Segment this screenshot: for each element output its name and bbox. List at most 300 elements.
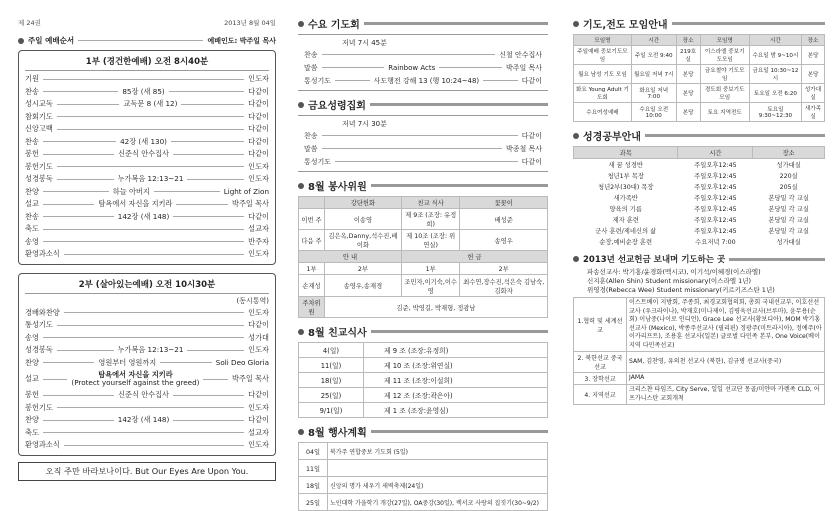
- col-meal: 친교 식사: [401, 197, 460, 209]
- leader-line: [322, 54, 496, 55]
- order-label: 말씀: [304, 63, 318, 72]
- friday-title: 금요성령집회: [308, 101, 366, 112]
- order-leader: 인도자: [248, 249, 269, 259]
- order-detail: 탐욕에서 자신을 지키라: [98, 199, 173, 209]
- leader-line: [43, 337, 244, 338]
- order-detail: 사도행전 강해 13 (행 10:24~48): [373, 76, 480, 85]
- bullet-icon: [298, 21, 304, 27]
- order-row: [25, 98, 269, 111]
- order-leader: 다같이: [248, 149, 269, 159]
- cell: 새가족실: [802, 103, 825, 122]
- table-row: [574, 159, 825, 171]
- date-cell: 25일: [299, 494, 328, 511]
- order-detail: 누가복음 12:13~21: [117, 345, 184, 355]
- mission-category: 4. 지역선교: [574, 385, 627, 405]
- order-detail: 142장 (새 148): [117, 211, 170, 221]
- wednesday-title: 수요 기도회: [308, 20, 360, 31]
- order-label: 성시교독: [25, 99, 53, 109]
- order-row: [304, 155, 542, 168]
- events-heading: [298, 424, 548, 439]
- leader-line: [57, 325, 244, 326]
- order-detail: 하늘 아버지: [112, 186, 150, 196]
- table-row: [574, 181, 825, 192]
- date-cell: 4(일): [299, 343, 364, 358]
- service2-order: [25, 307, 269, 452]
- order-row: [25, 402, 269, 415]
- table-row: [299, 343, 548, 358]
- bullet-icon: [573, 256, 579, 262]
- table-row: [299, 460, 548, 477]
- order-row: [25, 73, 269, 86]
- bible-title: 성경공부안내: [583, 132, 641, 143]
- order-leader: 다같이: [248, 390, 269, 400]
- cell: 경도회 중보기도모임: [700, 84, 749, 103]
- leader-line: [181, 104, 244, 105]
- order-label: 통성기도: [304, 157, 332, 166]
- order-label: 송영: [25, 236, 39, 246]
- col-flowers: 강단헌화: [325, 197, 402, 209]
- cell: 김은옥,Danny,석수진,배이화: [325, 230, 402, 251]
- cell: 순장,예비순장 훈련: [599, 239, 653, 246]
- cell: 성가대실: [802, 84, 825, 103]
- leader-line: [64, 312, 244, 313]
- cell: 이송영: [325, 209, 402, 230]
- friday-box: [298, 115, 548, 172]
- column-header: 과목: [574, 147, 678, 159]
- order-label: 환영과소식: [25, 249, 60, 259]
- fellowship-heading: [298, 324, 548, 339]
- order-leader: 다같이: [248, 136, 270, 146]
- order-detail: 교독문 8 (새 12): [123, 99, 178, 109]
- worship-title: 주일 예배순서: [28, 36, 75, 45]
- cell: 손재성: [299, 275, 325, 297]
- leader-line: [203, 379, 228, 380]
- order-row: [25, 148, 269, 161]
- table-row: [574, 103, 825, 122]
- leader-line: [57, 129, 244, 130]
- row-label: 이번 주: [299, 209, 325, 230]
- event-cell: [328, 460, 548, 477]
- order-row: [25, 236, 269, 249]
- table-row: [574, 65, 825, 84]
- leader-line: [173, 154, 244, 155]
- leader-line: [187, 350, 244, 351]
- sermon-title: 탐욕에서 자신을 지키라: [98, 370, 173, 379]
- missionary-line: 위영경(Rebecca Wee) Student missionary(키르키즈스탄 1년): [587, 286, 775, 294]
- leader-line: [43, 191, 109, 192]
- order-label: 찬송: [25, 211, 39, 221]
- column-header: 모임명: [700, 35, 749, 46]
- service2-box: [18, 273, 276, 456]
- header-row: [574, 147, 825, 159]
- cell: 성가대실: [776, 239, 801, 246]
- order-detail: 신준식 안수집사: [118, 390, 169, 400]
- order-label: 송영: [25, 332, 39, 342]
- order-leader: 다같이: [521, 76, 543, 85]
- cell: 수요일 오전 10:00: [631, 103, 676, 122]
- date-cell: 25(일): [299, 388, 364, 403]
- order-label: 찬송: [304, 131, 318, 140]
- cell: 219호실: [676, 46, 700, 65]
- cell: 주일예배 중보기도모임: [574, 46, 632, 65]
- team-cell: 제 12 조 (조장:곽은아): [364, 388, 548, 403]
- missions-heading: [573, 253, 825, 265]
- cell: 본당밑 각 교실: [768, 195, 809, 202]
- col-floral: 꽃꽂이: [460, 197, 548, 209]
- cell: 군사 훈련/제네신의 삶: [595, 228, 657, 235]
- service-workers-heading: [298, 178, 548, 193]
- cell: 주일오후12:45: [694, 228, 737, 235]
- divider: [371, 430, 548, 433]
- table-row: [574, 236, 825, 247]
- column-header: 시간: [749, 35, 801, 46]
- order-row: [25, 198, 269, 211]
- cell: 205실: [779, 184, 798, 191]
- mission-category: 2. 북한선교 중국선교: [574, 352, 627, 373]
- order-label: 성경봉독: [25, 174, 53, 184]
- cell: 토요일 9:30~12:30: [749, 103, 801, 122]
- missions-title: 2013년 선교헌금 보내며 기도하는 곳: [583, 255, 726, 265]
- order-detail: 신준식 안수집사: [118, 149, 169, 159]
- order-label: 축도: [25, 427, 39, 437]
- page-header: [18, 0, 276, 27]
- cell: 송영우,송재경: [325, 275, 402, 297]
- order-leader: Soli Deo Gloria: [215, 358, 269, 368]
- cell: 220실: [779, 173, 798, 180]
- prayer-table: [573, 34, 825, 122]
- table-row: [299, 388, 548, 403]
- order-label: 환영과소식: [25, 440, 60, 450]
- cell: 토요일 오전 6:20: [749, 84, 801, 103]
- header-row: [574, 35, 825, 46]
- cell: 제 10조 (조장: 위연실): [401, 230, 460, 251]
- column-header: 모임명: [574, 35, 632, 46]
- cell: 주일 오전 9:40: [631, 46, 676, 65]
- cell: 주일오후12:45: [694, 184, 737, 191]
- motto-banner: 오직 주만 바라보나이다. But Our Eyes Are Upon You.: [18, 462, 276, 481]
- order-leader: 박주일 목사: [505, 63, 543, 72]
- leader-line: [335, 80, 370, 81]
- leader-line: [173, 395, 244, 396]
- cell: 수요일 밤 9~10시: [749, 46, 801, 65]
- leader-line: [439, 67, 502, 68]
- order-leader: 박종철 목사: [505, 144, 542, 153]
- cell: 화요 Young Adult 기도회: [574, 84, 632, 103]
- column-header: 시간: [678, 147, 753, 159]
- order-row: [25, 86, 269, 99]
- divider: [645, 134, 825, 137]
- order-row: [304, 48, 542, 61]
- cell: 금요철야 기도모임: [700, 65, 749, 84]
- order-row: [25, 161, 269, 174]
- cell: 주일오후12:45: [694, 195, 737, 202]
- mission-category: 1.협력 및 세계선교: [574, 298, 627, 352]
- guide-header: 안 내: [299, 251, 402, 263]
- cell: 본당밑 각 교실: [768, 228, 809, 235]
- cell: 1부: [299, 263, 325, 275]
- order-label: 경배와찬양: [25, 307, 60, 317]
- leader-line: [43, 395, 114, 396]
- cell: 금요일 10:30~12시: [749, 65, 801, 84]
- date-cell: 04일: [299, 443, 328, 460]
- column-header: 시간: [631, 35, 676, 46]
- bullet-icon: [298, 183, 304, 189]
- order-label: 찬송: [25, 86, 39, 96]
- order-leader: 다같이: [521, 131, 542, 140]
- bullet-icon: [573, 21, 579, 27]
- service2-title: 2부 (살아있는예배) 오전 10시30분: [25, 276, 269, 294]
- friday-time: 저녁 7시 30분: [342, 120, 387, 128]
- issue-date: 2013년 8월 04일: [224, 19, 276, 27]
- leader-line: [57, 104, 120, 105]
- leader-line: [57, 179, 114, 180]
- team-cell: 제 9 조 (조장:유정희): [364, 343, 548, 358]
- service1-order: [25, 73, 269, 261]
- fellowship-title: 8월 친교식사: [308, 328, 367, 339]
- cell: 최수연,장수진,석은숙 김남숙,김화자: [460, 275, 548, 297]
- leader-line: [171, 141, 244, 142]
- cell: 본당: [676, 84, 700, 103]
- cell: 청년1부 목장: [607, 173, 644, 180]
- leader-line: [43, 420, 114, 421]
- bible-study-table: [573, 146, 825, 247]
- cell: 1부: [401, 263, 460, 275]
- parking-names: 김준, 박영길, 박재형, 정광남: [325, 297, 548, 318]
- order-leader: 인도자: [248, 345, 270, 355]
- column-header: 장소: [753, 147, 825, 159]
- events-title: 8월 행사계획: [308, 428, 367, 439]
- order-leader: 다같이: [248, 320, 269, 330]
- row-label: 다음 주: [299, 230, 325, 251]
- leader-line: [322, 135, 518, 136]
- order-row: [25, 369, 269, 389]
- bullet-icon: [18, 38, 24, 44]
- worship-column: [18, 0, 276, 481]
- order-label: 통성기도: [304, 76, 332, 85]
- table-row: [299, 494, 548, 511]
- fellowship-table: [298, 342, 548, 418]
- officiant: 예배인도: 박주일 목사: [207, 36, 276, 45]
- order-leader: 박주일 목사: [231, 374, 269, 383]
- order-label: 봉헌: [25, 390, 39, 400]
- cell: 양육의 기름: [609, 206, 642, 213]
- order-label: 통성기도: [25, 320, 53, 330]
- order-leader: 인도자: [248, 307, 269, 317]
- order-label: 성경봉독: [25, 345, 53, 355]
- table-row: [574, 225, 825, 236]
- leader-line: [43, 91, 118, 92]
- table-row: [574, 84, 825, 103]
- order-label: 참회기도: [25, 111, 53, 121]
- cell: 청년2부(30대) 목장: [598, 184, 654, 191]
- order-label: 찬송: [25, 136, 39, 146]
- cell: 2부: [460, 263, 548, 275]
- service-workers-table: [298, 196, 548, 318]
- order-row: [304, 129, 542, 142]
- cell: 본당밑 각 교실: [768, 206, 809, 213]
- wednesday-box: [298, 34, 548, 91]
- cell: 월요일 저녁 7시: [631, 65, 676, 84]
- service1-title: 1부 (경건한예배) 오전 8시40분: [25, 53, 269, 71]
- order-leader: 인도자: [248, 74, 269, 84]
- order-detail: 영원부터 영원까지: [98, 357, 157, 367]
- missionaries-list: [573, 268, 825, 295]
- column-header: 장소: [802, 35, 825, 46]
- order-label: 찬양: [25, 186, 39, 196]
- leader-line: [43, 432, 244, 433]
- cell: 월요 남성 기도 모임: [574, 65, 632, 84]
- cell: 조민자,이기숙,이수영: [401, 275, 460, 297]
- interpretation-note: (동시통역): [236, 296, 269, 305]
- order-leader: 다같이: [248, 124, 269, 134]
- missionary-line: 신지훈(Allen Shin) Student missionary(이스라엘 1년): [587, 277, 752, 285]
- order-row: [25, 389, 269, 402]
- column-header: 장소: [676, 35, 700, 46]
- order-label: 기원: [25, 74, 39, 84]
- cell: 본당밑 각 교실: [768, 217, 809, 224]
- date-cell: 11(일): [299, 358, 364, 373]
- leader-line: [483, 80, 518, 81]
- leader-line: [176, 204, 228, 205]
- leader-line: [57, 166, 244, 167]
- table-row: [574, 373, 825, 385]
- order-label: 설교: [25, 374, 39, 383]
- order-leader: 성가대: [248, 332, 269, 342]
- order-detail: 누가복음 12:13~21: [117, 174, 184, 184]
- wednesday-heading: [298, 16, 548, 31]
- service-workers-title: 8월 봉사위원: [308, 182, 367, 193]
- order-leader: 인도자: [248, 161, 269, 171]
- cell: 화요일 저녁7:00: [631, 84, 676, 103]
- cell: 제 9조 (조장: 유정희): [401, 209, 460, 230]
- prayer-title: 기도,전도 모임안내: [583, 20, 668, 31]
- order-leader: 다같이: [248, 86, 269, 96]
- cell: 주일오후12:45: [694, 206, 737, 213]
- table-row: [574, 46, 825, 65]
- order-row: [25, 332, 269, 345]
- bullet-icon: [298, 429, 304, 435]
- leader-line: [64, 254, 244, 255]
- order-row: [25, 223, 269, 236]
- team-cell: 제 10 조 (조장:위연실): [364, 358, 548, 373]
- divider: [371, 184, 548, 187]
- cell: 배성준: [460, 209, 548, 230]
- mission-detail: SAM, 김찬영, 유의천 선교사 (북한), 김규병 선교사(중국): [627, 352, 825, 373]
- order-label: 찬양: [25, 415, 39, 425]
- divider: [729, 258, 825, 261]
- order-leader: 다같이: [248, 415, 269, 425]
- team-cell: 제 1 조 (조장:윤영심): [364, 403, 548, 418]
- event-cell: 노인대학 가을학기 개강(27일), OA중강(30일), 렉서코 사랑의 집짓기(30~9/2): [328, 494, 548, 511]
- divider: [370, 103, 548, 106]
- leader-line: [43, 154, 114, 155]
- order-row: [25, 357, 269, 370]
- order-label: 신앙고백: [25, 124, 53, 134]
- order-label: 봉헌기도: [25, 161, 53, 171]
- leader-line: [43, 362, 95, 363]
- events-table: [298, 442, 548, 511]
- mission-detail: JAMA: [627, 373, 825, 385]
- order-leader: 다같이: [521, 157, 542, 166]
- order-label: 봉헌: [25, 149, 39, 159]
- order-row: [25, 173, 269, 186]
- issue-number: 제 24권: [18, 19, 41, 27]
- table-row: [574, 203, 825, 214]
- leader-line: [335, 161, 518, 162]
- order-leader: 반주자: [248, 236, 269, 246]
- mission-category: 3. 장학선교: [574, 373, 627, 385]
- order-row: [304, 61, 542, 74]
- wednesday-order: [304, 48, 542, 87]
- event-cell: 신앙의 명가 세우기 새벽축제(24일): [328, 477, 548, 494]
- missionary-line: 파송선교사: 박기홍/윤경화(멕시코), 이기석/이혜경(이스라엘): [587, 268, 761, 276]
- order-label: 봉헌기도: [25, 402, 53, 412]
- order-detail: Rainbow Acts: [388, 63, 436, 72]
- order-leader: 인도자: [248, 440, 269, 450]
- service1-box: [18, 50, 276, 265]
- order-label: 설교: [25, 199, 39, 209]
- cell: 주일오후12:45: [694, 217, 737, 224]
- worship-heading: [18, 35, 276, 46]
- order-detail: 85장 (새 85): [122, 86, 165, 96]
- order-leader: 다같이: [248, 211, 269, 221]
- order-row: [25, 123, 269, 136]
- date-cell: 18(일): [299, 373, 364, 388]
- bullet-icon: [573, 133, 579, 139]
- order-row: [304, 74, 542, 87]
- bullet-icon: [298, 102, 304, 108]
- order-row: [25, 344, 269, 357]
- cell: 본당: [802, 46, 825, 65]
- divider: [364, 22, 548, 25]
- table-row: [574, 385, 825, 405]
- order-label: 축도: [25, 224, 39, 234]
- order-row: [25, 414, 269, 427]
- order-row: [304, 142, 542, 155]
- team-cell: 제 11 조 (조장:이설희): [364, 373, 548, 388]
- wednesday-time: 저녁 7시 45분: [342, 39, 387, 47]
- order-leader: 인도자: [248, 402, 269, 412]
- friday-heading: [298, 97, 548, 112]
- table-row: [299, 477, 548, 494]
- order-row: [25, 427, 269, 440]
- table-row: [574, 170, 825, 181]
- bullet-icon: [298, 329, 304, 335]
- leader-line: [57, 407, 244, 408]
- cell: 수요저녁 7:00: [695, 239, 736, 246]
- leader-line: [43, 216, 114, 217]
- order-leader: Light of Zion: [223, 187, 269, 197]
- date-cell: 9/1(일): [299, 403, 364, 418]
- table-row: [574, 298, 825, 352]
- middle-column: [298, 0, 548, 511]
- leader-line: [64, 445, 244, 446]
- leader-line: [322, 148, 502, 149]
- event-cell: 북가주 연합중보 기도회 (5일): [328, 443, 548, 460]
- order-row: [25, 136, 269, 149]
- leader-line: [43, 141, 116, 142]
- bible-heading: [573, 128, 825, 143]
- leader-line: [43, 241, 244, 242]
- prayer-heading: [573, 16, 825, 31]
- offering-header: 헌 금: [401, 251, 547, 263]
- leader-line: [173, 420, 244, 421]
- cell: 수요여성예배: [574, 103, 632, 122]
- leader-line: [160, 362, 212, 363]
- order-leader: 신철 안수집사: [499, 50, 542, 59]
- cell: 새 꿈 성경반: [608, 162, 643, 169]
- table-row: [299, 373, 548, 388]
